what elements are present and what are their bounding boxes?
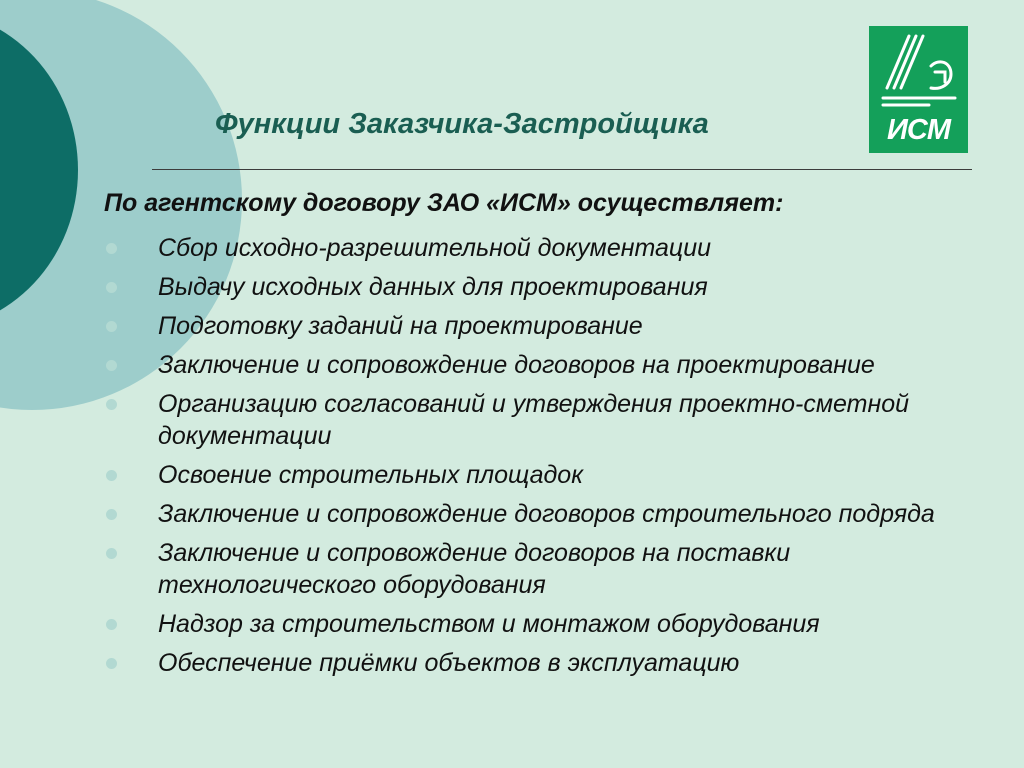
bullet-icon [106,360,117,371]
list-item [104,608,1004,640]
list-item-text: Сбор исходно-разрешительной документации [158,234,712,262]
functions-list [104,232,1004,686]
logo-text: ИСМ [887,114,950,146]
bullet-icon [106,243,117,254]
bullet-icon [106,548,117,559]
slide-title: Функции Заказчика-Застройщика [215,108,709,140]
list-item-text: Заключение и сопровождение договоров на проектирование [158,351,875,379]
bullet-icon [106,321,117,332]
bullet-icon [106,470,117,481]
list-item-text: Заключение и сопровождение договоров строительного подряда [158,500,935,528]
list-item [104,310,1004,342]
list-item-text: Освоение строительных площадок [158,461,584,489]
list-item-text: Подготовку заданий на проектирование [158,312,643,340]
list-item [104,647,1004,679]
title-divider [152,169,972,170]
list-item [104,537,1004,601]
list-item [104,459,1004,491]
bullet-icon [106,282,117,293]
list-item [104,498,1004,530]
ism-logo [869,26,968,153]
list-item [104,271,1004,303]
list-item [104,349,1004,381]
list-item [104,232,1004,264]
list-item [104,388,1004,452]
bullet-icon [106,399,117,410]
intro-heading: По агентскому договору ЗАО «ИСМ» осуществляет: [104,189,784,217]
list-item-text: Заключение и сопровождение договоров на поставки технологического оборудования [158,539,791,599]
list-item-text: Обеспечение приёмки объектов в эксплуатацию [158,649,740,677]
bullet-icon [106,619,117,630]
bullet-icon [106,658,117,669]
list-item-text: Надзор за строительством и монтажом оборудования [158,610,820,638]
list-item-text: Выдачу исходных данных для проектирования [158,273,708,301]
list-item-text: Организацию согласований и утверждения проектно-сметной документации [158,390,910,450]
bullet-icon [106,509,117,520]
